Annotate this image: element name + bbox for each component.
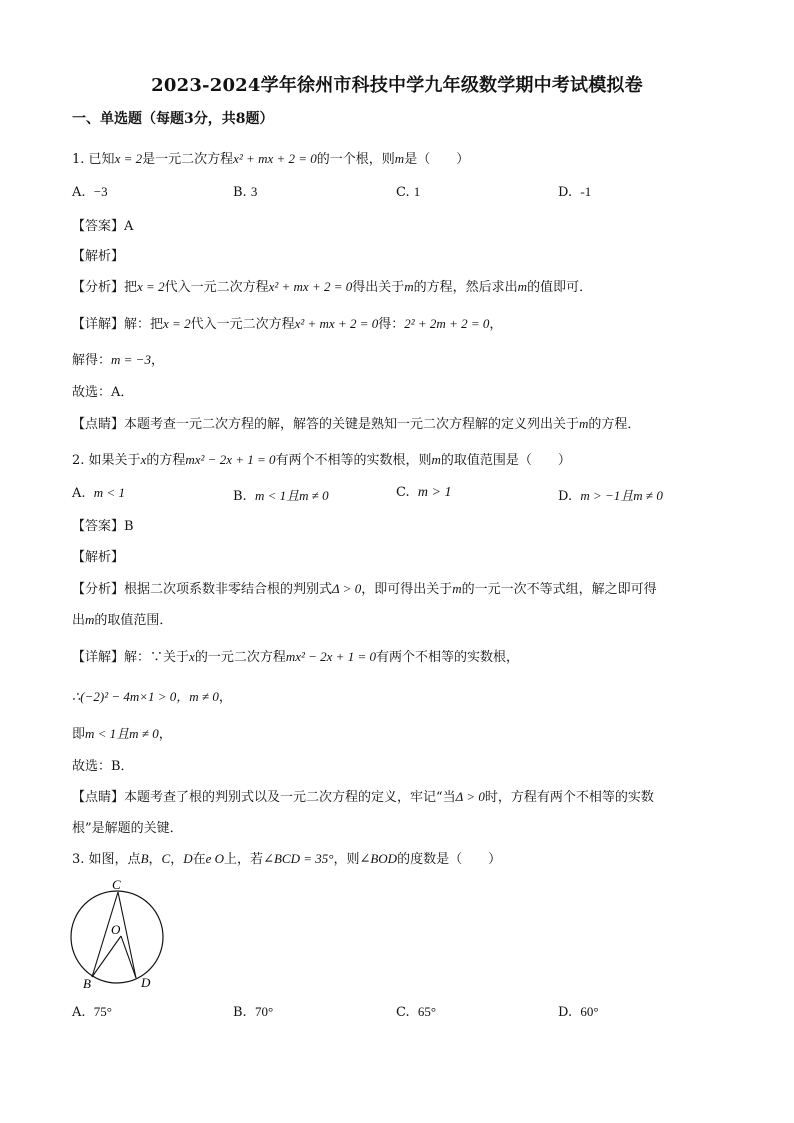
xiangjie-line: 【详解】解：∵关于x的一元二次方程mx² − 2x + 1 = 0有两个不相等的实数根， [72, 649, 519, 665]
option-c[interactable]: C. 1 [396, 184, 421, 200]
solution-line: 解得：m = −3， [72, 352, 164, 368]
ji-line: 即m < 1且m ≠ 0， [72, 726, 172, 742]
option-a[interactable]: A. 75° [72, 1004, 112, 1020]
question-2-stem: 2. 如果关于x的方程mx² − 2x + 1 = 0有两个不相等的实数根，则m的取值范围是（ ） [72, 452, 571, 468]
circle-figure [66, 874, 166, 994]
question-number: 1. [72, 152, 85, 167]
analysis-label: 【解析】 [72, 249, 125, 264]
xiangjie-line: 【详解】解：把x = 2代入一元二次方程x² + mx + 2 = 0得：2² + 2m + 2 = 0， [72, 316, 503, 332]
option-a[interactable]: A. −3 [72, 184, 108, 200]
option-b[interactable]: B. 70° [233, 1004, 274, 1020]
section-heading: 一、单选题（每题3分，共8题） [72, 111, 274, 127]
page-title: 2023-2024学年徐州市科技中学九年级数学期中考试模拟卷 [151, 75, 643, 96]
option-d[interactable]: D. 60° [558, 1004, 599, 1020]
analysis-label: 【解析】 [72, 550, 125, 565]
fenxi-line-2: 出m的取值范围． [72, 612, 173, 628]
radius-ob [92, 936, 121, 977]
question-3-stem: 3. 如图，点B，C，D在e O上，若∠BCD = 35°，则∠BOD的度数是（ ） [72, 851, 502, 867]
label-d: D [141, 975, 151, 990]
choice-line: 故选：A． [72, 385, 134, 400]
label-o: O [111, 922, 121, 937]
option-b[interactable]: B. 3 [233, 184, 258, 200]
answer-label: 【答案】A [72, 219, 134, 234]
answer-label: 【答案】B [72, 519, 134, 534]
choice-line: 故选：B． [72, 759, 134, 774]
option-d[interactable]: D. -1 [558, 184, 592, 200]
question-number: 2. [72, 453, 85, 468]
dianjing-line: 【点睛】本题考查一元二次方程的解，解答的关键是熟知一元二次方程解的定义列出关于m的方程． [72, 416, 641, 432]
dianjing-line-2: 根”是解题的关键． [72, 821, 183, 836]
option-c[interactable]: C. 65° [396, 1004, 437, 1020]
label-c: C [112, 877, 121, 892]
dianjing-line: 【点睛】本题考查了根的判别式以及一元二次方程的定义，牢记“当Δ > 0时，方程有两个不相等的实数 [72, 789, 654, 805]
option-a[interactable]: A. m < 1 [72, 485, 125, 501]
label-b: B [83, 976, 91, 991]
therefore-line: ∴(−2)² − 4m×1 > 0，m ≠ 0， [72, 689, 232, 705]
option-b[interactable]: B. m < 1且m ≠ 0 [233, 488, 329, 504]
fenxi-line: 【分析】把x = 2代入一元二次方程x² + mx + 2 = 0得出关于m的方程，然后求出m的值即可． [72, 279, 593, 295]
fenxi-line: 【分析】根据二次项系数非零结合根的判别式Δ > 0，即可得出关于m的一元一次不等式组，解之即可得 [72, 581, 657, 597]
chord-cd [118, 892, 136, 978]
circle-outline [71, 891, 163, 983]
question-number: 3. [72, 852, 85, 867]
option-d[interactable]: D. m > −1且m ≠ 0 [558, 488, 663, 504]
question-1-stem: 1. 已知x = 2是一元二次方程x² + mx + 2 = 0的一个根，则m是（ ） [72, 151, 470, 167]
option-c[interactable]: C. m > 1 [396, 485, 452, 500]
